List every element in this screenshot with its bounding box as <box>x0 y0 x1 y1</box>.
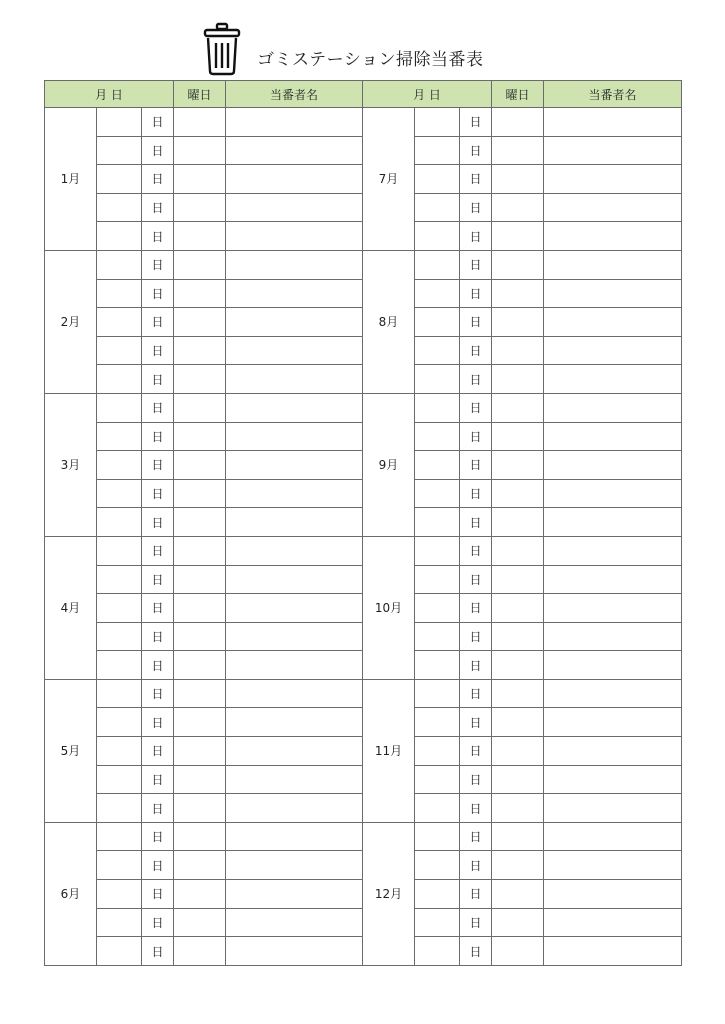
header-row <box>45 81 682 108</box>
day-number-cell[interactable] <box>97 765 142 794</box>
duty-name-cell[interactable] <box>226 851 363 880</box>
page-title: ゴミステーション掃除当番表 <box>257 49 484 70</box>
weekday-cell[interactable] <box>174 508 226 537</box>
duty-name-cell[interactable] <box>544 365 682 394</box>
day-suffix: 日 <box>460 193 492 222</box>
day-number-cell[interactable] <box>415 508 460 537</box>
duty-name-cell[interactable] <box>226 508 363 537</box>
weekday-cell[interactable] <box>492 451 544 480</box>
duty-name-cell[interactable] <box>544 165 682 194</box>
day-suffix: 日 <box>142 108 174 137</box>
weekday-cell[interactable] <box>492 708 544 737</box>
day-number-cell[interactable] <box>97 279 142 308</box>
day-suffix: 日 <box>460 622 492 651</box>
day-number-cell[interactable] <box>415 794 460 823</box>
day-number-cell[interactable] <box>415 193 460 222</box>
duty-name-cell[interactable] <box>544 708 682 737</box>
day-number-cell[interactable] <box>415 937 460 966</box>
day-number-cell[interactable] <box>97 308 142 337</box>
weekday-cell[interactable] <box>174 108 226 137</box>
day-number-cell[interactable] <box>97 393 142 422</box>
table-row <box>45 250 682 279</box>
day-number-cell[interactable] <box>415 250 460 279</box>
weekday-cell[interactable] <box>492 822 544 851</box>
day-suffix: 日 <box>460 479 492 508</box>
weekday-cell[interactable] <box>492 108 544 137</box>
duty-name-cell[interactable] <box>544 250 682 279</box>
day-suffix: 日 <box>142 365 174 394</box>
day-suffix: 日 <box>460 308 492 337</box>
weekday-cell[interactable] <box>492 594 544 623</box>
day-number-cell[interactable] <box>97 822 142 851</box>
day-number-cell[interactable] <box>97 880 142 909</box>
duty-name-cell[interactable] <box>544 536 682 565</box>
duty-name-cell[interactable] <box>226 765 363 794</box>
duty-name-cell[interactable] <box>226 565 363 594</box>
month-label: 9月 <box>363 393 415 536</box>
day-suffix: 日 <box>142 565 174 594</box>
weekday-cell[interactable] <box>492 250 544 279</box>
month-label: 3月 <box>45 393 97 536</box>
weekday-cell[interactable] <box>492 136 544 165</box>
duty-name-cell[interactable] <box>226 451 363 480</box>
duty-name-cell[interactable] <box>544 737 682 766</box>
duty-name-cell[interactable] <box>544 565 682 594</box>
day-number-cell[interactable] <box>415 479 460 508</box>
day-suffix: 日 <box>142 908 174 937</box>
day-suffix: 日 <box>460 822 492 851</box>
duty-name-cell[interactable] <box>226 937 363 966</box>
duty-name-cell[interactable] <box>226 422 363 451</box>
duty-name-cell[interactable] <box>226 880 363 909</box>
day-suffix: 日 <box>460 422 492 451</box>
weekday-cell[interactable] <box>492 193 544 222</box>
weekday-cell[interactable] <box>174 679 226 708</box>
day-suffix: 日 <box>460 679 492 708</box>
day-number-cell[interactable] <box>415 880 460 909</box>
day-number-cell[interactable] <box>97 250 142 279</box>
day-suffix: 日 <box>142 279 174 308</box>
day-number-cell[interactable] <box>97 479 142 508</box>
table-row <box>45 822 682 851</box>
duty-name-cell[interactable] <box>226 536 363 565</box>
header-weekday: 曜日 <box>492 81 544 108</box>
day-number-cell[interactable] <box>97 679 142 708</box>
day-suffix: 日 <box>142 536 174 565</box>
duty-name-cell[interactable] <box>544 679 682 708</box>
duty-name-cell[interactable] <box>544 594 682 623</box>
day-suffix: 日 <box>460 851 492 880</box>
month-label: 11月 <box>363 679 415 822</box>
weekday-cell[interactable] <box>174 737 226 766</box>
duty-name-cell[interactable] <box>226 136 363 165</box>
day-number-cell[interactable] <box>415 708 460 737</box>
duty-name-cell[interactable] <box>544 651 682 680</box>
month-label: 10月 <box>363 536 415 679</box>
day-suffix: 日 <box>460 880 492 909</box>
day-number-cell[interactable] <box>415 536 460 565</box>
day-number-cell[interactable] <box>415 594 460 623</box>
day-suffix: 日 <box>142 136 174 165</box>
duty-name-cell[interactable] <box>544 765 682 794</box>
duty-name-cell[interactable] <box>226 222 363 251</box>
weekday-cell[interactable] <box>492 622 544 651</box>
day-number-cell[interactable] <box>415 365 460 394</box>
day-suffix: 日 <box>142 679 174 708</box>
day-suffix: 日 <box>142 393 174 422</box>
weekday-cell[interactable] <box>174 565 226 594</box>
day-suffix: 日 <box>142 165 174 194</box>
day-suffix: 日 <box>460 908 492 937</box>
day-suffix: 日 <box>460 336 492 365</box>
day-suffix: 日 <box>460 794 492 823</box>
weekday-cell[interactable] <box>174 708 226 737</box>
day-number-cell[interactable] <box>97 422 142 451</box>
month-label: 2月 <box>45 250 97 393</box>
duty-name-cell[interactable] <box>226 708 363 737</box>
day-number-cell[interactable] <box>97 908 142 937</box>
day-number-cell[interactable] <box>97 193 142 222</box>
duty-name-cell[interactable] <box>226 336 363 365</box>
duty-name-cell[interactable] <box>226 279 363 308</box>
duty-name-cell[interactable] <box>226 622 363 651</box>
weekday-cell[interactable] <box>492 508 544 537</box>
duty-name-cell[interactable] <box>544 108 682 137</box>
day-suffix: 日 <box>460 108 492 137</box>
duty-name-cell[interactable] <box>226 479 363 508</box>
day-number-cell[interactable] <box>97 136 142 165</box>
month-label: 1月 <box>45 108 97 251</box>
day-suffix: 日 <box>142 508 174 537</box>
weekday-cell[interactable] <box>174 336 226 365</box>
month-label: 7月 <box>363 108 415 251</box>
day-number-cell[interactable] <box>415 336 460 365</box>
duty-name-cell[interactable] <box>226 365 363 394</box>
weekday-cell[interactable] <box>174 193 226 222</box>
weekday-cell[interactable] <box>492 479 544 508</box>
day-suffix: 日 <box>142 880 174 909</box>
trash-can-icon <box>203 22 241 76</box>
weekday-cell[interactable] <box>174 479 226 508</box>
day-suffix: 日 <box>460 937 492 966</box>
duty-name-cell[interactable] <box>544 479 682 508</box>
month-label: 6月 <box>45 822 97 965</box>
day-suffix: 日 <box>460 451 492 480</box>
header-name: 当番者名 <box>226 81 363 108</box>
weekday-cell[interactable] <box>174 822 226 851</box>
month-label: 4月 <box>45 536 97 679</box>
weekday-cell[interactable] <box>174 422 226 451</box>
day-number-cell[interactable] <box>415 451 460 480</box>
weekday-cell[interactable] <box>174 794 226 823</box>
weekday-cell[interactable] <box>492 536 544 565</box>
day-suffix: 日 <box>460 651 492 680</box>
day-number-cell[interactable] <box>415 679 460 708</box>
weekday-cell[interactable] <box>492 679 544 708</box>
day-number-cell[interactable] <box>415 565 460 594</box>
table-row <box>45 108 682 137</box>
day-number-cell[interactable] <box>97 651 142 680</box>
weekday-cell[interactable] <box>174 937 226 966</box>
day-suffix: 日 <box>460 136 492 165</box>
day-suffix: 日 <box>142 479 174 508</box>
duty-name-cell[interactable] <box>544 851 682 880</box>
header-date: 月 日 <box>45 81 174 108</box>
weekday-cell[interactable] <box>174 222 226 251</box>
header-name: 当番者名 <box>544 81 682 108</box>
day-suffix: 日 <box>142 250 174 279</box>
weekday-cell[interactable] <box>174 165 226 194</box>
day-suffix: 日 <box>460 393 492 422</box>
table-row <box>45 393 682 422</box>
weekday-cell[interactable] <box>174 622 226 651</box>
day-suffix: 日 <box>142 651 174 680</box>
weekday-cell[interactable] <box>174 451 226 480</box>
weekday-cell[interactable] <box>492 880 544 909</box>
duty-name-cell[interactable] <box>544 451 682 480</box>
weekday-cell[interactable] <box>174 908 226 937</box>
day-suffix: 日 <box>142 451 174 480</box>
day-number-cell[interactable] <box>415 737 460 766</box>
weekday-cell[interactable] <box>174 851 226 880</box>
weekday-cell[interactable] <box>492 908 544 937</box>
day-number-cell[interactable] <box>415 393 460 422</box>
weekday-cell[interactable] <box>174 393 226 422</box>
duty-name-cell[interactable] <box>226 108 363 137</box>
duty-name-cell[interactable] <box>544 822 682 851</box>
duty-name-cell[interactable] <box>544 336 682 365</box>
day-suffix: 日 <box>142 794 174 823</box>
day-number-cell[interactable] <box>97 508 142 537</box>
day-number-cell[interactable] <box>415 765 460 794</box>
weekday-cell[interactable] <box>174 880 226 909</box>
day-number-cell[interactable] <box>97 851 142 880</box>
day-number-cell[interactable] <box>415 622 460 651</box>
weekday-cell[interactable] <box>174 536 226 565</box>
duty-name-cell[interactable] <box>544 937 682 966</box>
weekday-cell[interactable] <box>174 365 226 394</box>
day-suffix: 日 <box>460 565 492 594</box>
day-number-cell[interactable] <box>97 536 142 565</box>
duty-name-cell[interactable] <box>544 422 682 451</box>
day-number-cell[interactable] <box>415 422 460 451</box>
day-number-cell[interactable] <box>415 136 460 165</box>
weekday-cell[interactable] <box>492 794 544 823</box>
duty-name-cell[interactable] <box>226 393 363 422</box>
day-number-cell[interactable] <box>97 937 142 966</box>
duty-name-cell[interactable] <box>544 880 682 909</box>
day-number-cell[interactable] <box>97 565 142 594</box>
duty-name-cell[interactable] <box>544 908 682 937</box>
weekday-cell[interactable] <box>174 651 226 680</box>
day-number-cell[interactable] <box>415 651 460 680</box>
day-number-cell[interactable] <box>97 108 142 137</box>
weekday-cell[interactable] <box>492 336 544 365</box>
day-number-cell[interactable] <box>97 365 142 394</box>
day-suffix: 日 <box>142 193 174 222</box>
duty-name-cell[interactable] <box>226 250 363 279</box>
weekday-cell[interactable] <box>174 136 226 165</box>
weekday-cell[interactable] <box>492 279 544 308</box>
day-number-cell[interactable] <box>97 222 142 251</box>
day-number-cell[interactable] <box>97 794 142 823</box>
day-suffix: 日 <box>142 737 174 766</box>
day-suffix: 日 <box>142 422 174 451</box>
day-suffix: 日 <box>460 279 492 308</box>
day-number-cell[interactable] <box>415 108 460 137</box>
day-suffix: 日 <box>460 222 492 251</box>
duty-name-cell[interactable] <box>544 193 682 222</box>
weekday-cell[interactable] <box>492 765 544 794</box>
day-number-cell[interactable] <box>415 851 460 880</box>
day-suffix: 日 <box>142 222 174 251</box>
header-date: 月 日 <box>363 81 492 108</box>
day-suffix: 日 <box>142 308 174 337</box>
day-suffix: 日 <box>460 250 492 279</box>
weekday-cell[interactable] <box>492 737 544 766</box>
weekday-cell[interactable] <box>492 365 544 394</box>
day-number-cell[interactable] <box>97 708 142 737</box>
weekday-cell[interactable] <box>174 765 226 794</box>
weekday-cell[interactable] <box>174 279 226 308</box>
duty-name-cell[interactable] <box>226 908 363 937</box>
day-suffix: 日 <box>460 165 492 194</box>
day-number-cell[interactable] <box>97 165 142 194</box>
weekday-cell[interactable] <box>174 308 226 337</box>
day-number-cell[interactable] <box>97 737 142 766</box>
day-number-cell[interactable] <box>415 822 460 851</box>
title-area <box>203 22 483 76</box>
day-number-cell[interactable] <box>97 622 142 651</box>
day-number-cell[interactable] <box>415 222 460 251</box>
day-suffix: 日 <box>142 851 174 880</box>
duty-name-cell[interactable] <box>544 279 682 308</box>
day-suffix: 日 <box>142 708 174 737</box>
day-suffix: 日 <box>460 594 492 623</box>
day-suffix: 日 <box>142 822 174 851</box>
duty-name-cell[interactable] <box>226 594 363 623</box>
day-number-cell[interactable] <box>415 908 460 937</box>
duty-name-cell[interactable] <box>544 508 682 537</box>
header-weekday: 曜日 <box>174 81 226 108</box>
weekday-cell[interactable] <box>492 393 544 422</box>
day-suffix: 日 <box>460 536 492 565</box>
day-number-cell[interactable] <box>415 165 460 194</box>
weekday-cell[interactable] <box>492 308 544 337</box>
month-label: 8月 <box>363 250 415 393</box>
weekday-cell[interactable] <box>492 937 544 966</box>
day-number-cell[interactable] <box>415 279 460 308</box>
weekday-cell[interactable] <box>492 565 544 594</box>
duty-name-cell[interactable] <box>226 165 363 194</box>
duty-name-cell[interactable] <box>544 794 682 823</box>
weekday-cell[interactable] <box>492 422 544 451</box>
weekday-cell[interactable] <box>174 594 226 623</box>
month-label: 12月 <box>363 822 415 965</box>
weekday-cell[interactable] <box>492 651 544 680</box>
duty-name-cell[interactable] <box>226 651 363 680</box>
day-suffix: 日 <box>142 622 174 651</box>
day-suffix: 日 <box>142 336 174 365</box>
weekday-cell[interactable] <box>174 250 226 279</box>
day-suffix: 日 <box>460 708 492 737</box>
day-number-cell[interactable] <box>97 594 142 623</box>
duty-name-cell[interactable] <box>544 136 682 165</box>
duty-name-cell[interactable] <box>226 679 363 708</box>
duty-name-cell[interactable] <box>226 822 363 851</box>
duty-name-cell[interactable] <box>226 193 363 222</box>
day-suffix: 日 <box>142 937 174 966</box>
duty-name-cell[interactable] <box>544 622 682 651</box>
roster-table <box>44 80 682 966</box>
table-row <box>45 679 682 708</box>
weekday-cell[interactable] <box>492 165 544 194</box>
duty-name-cell[interactable] <box>226 794 363 823</box>
day-suffix: 日 <box>142 765 174 794</box>
day-suffix: 日 <box>460 508 492 537</box>
duty-name-cell[interactable] <box>544 393 682 422</box>
day-number-cell[interactable] <box>415 308 460 337</box>
month-label: 5月 <box>45 679 97 822</box>
day-suffix: 日 <box>142 594 174 623</box>
day-suffix: 日 <box>460 765 492 794</box>
weekday-cell[interactable] <box>492 222 544 251</box>
day-suffix: 日 <box>460 365 492 394</box>
day-number-cell[interactable] <box>97 336 142 365</box>
day-number-cell[interactable] <box>97 451 142 480</box>
duty-name-cell[interactable] <box>226 737 363 766</box>
weekday-cell[interactable] <box>492 851 544 880</box>
duty-name-cell[interactable] <box>544 308 682 337</box>
table-row <box>45 536 682 565</box>
duty-name-cell[interactable] <box>544 222 682 251</box>
duty-name-cell[interactable] <box>226 308 363 337</box>
day-suffix: 日 <box>460 737 492 766</box>
